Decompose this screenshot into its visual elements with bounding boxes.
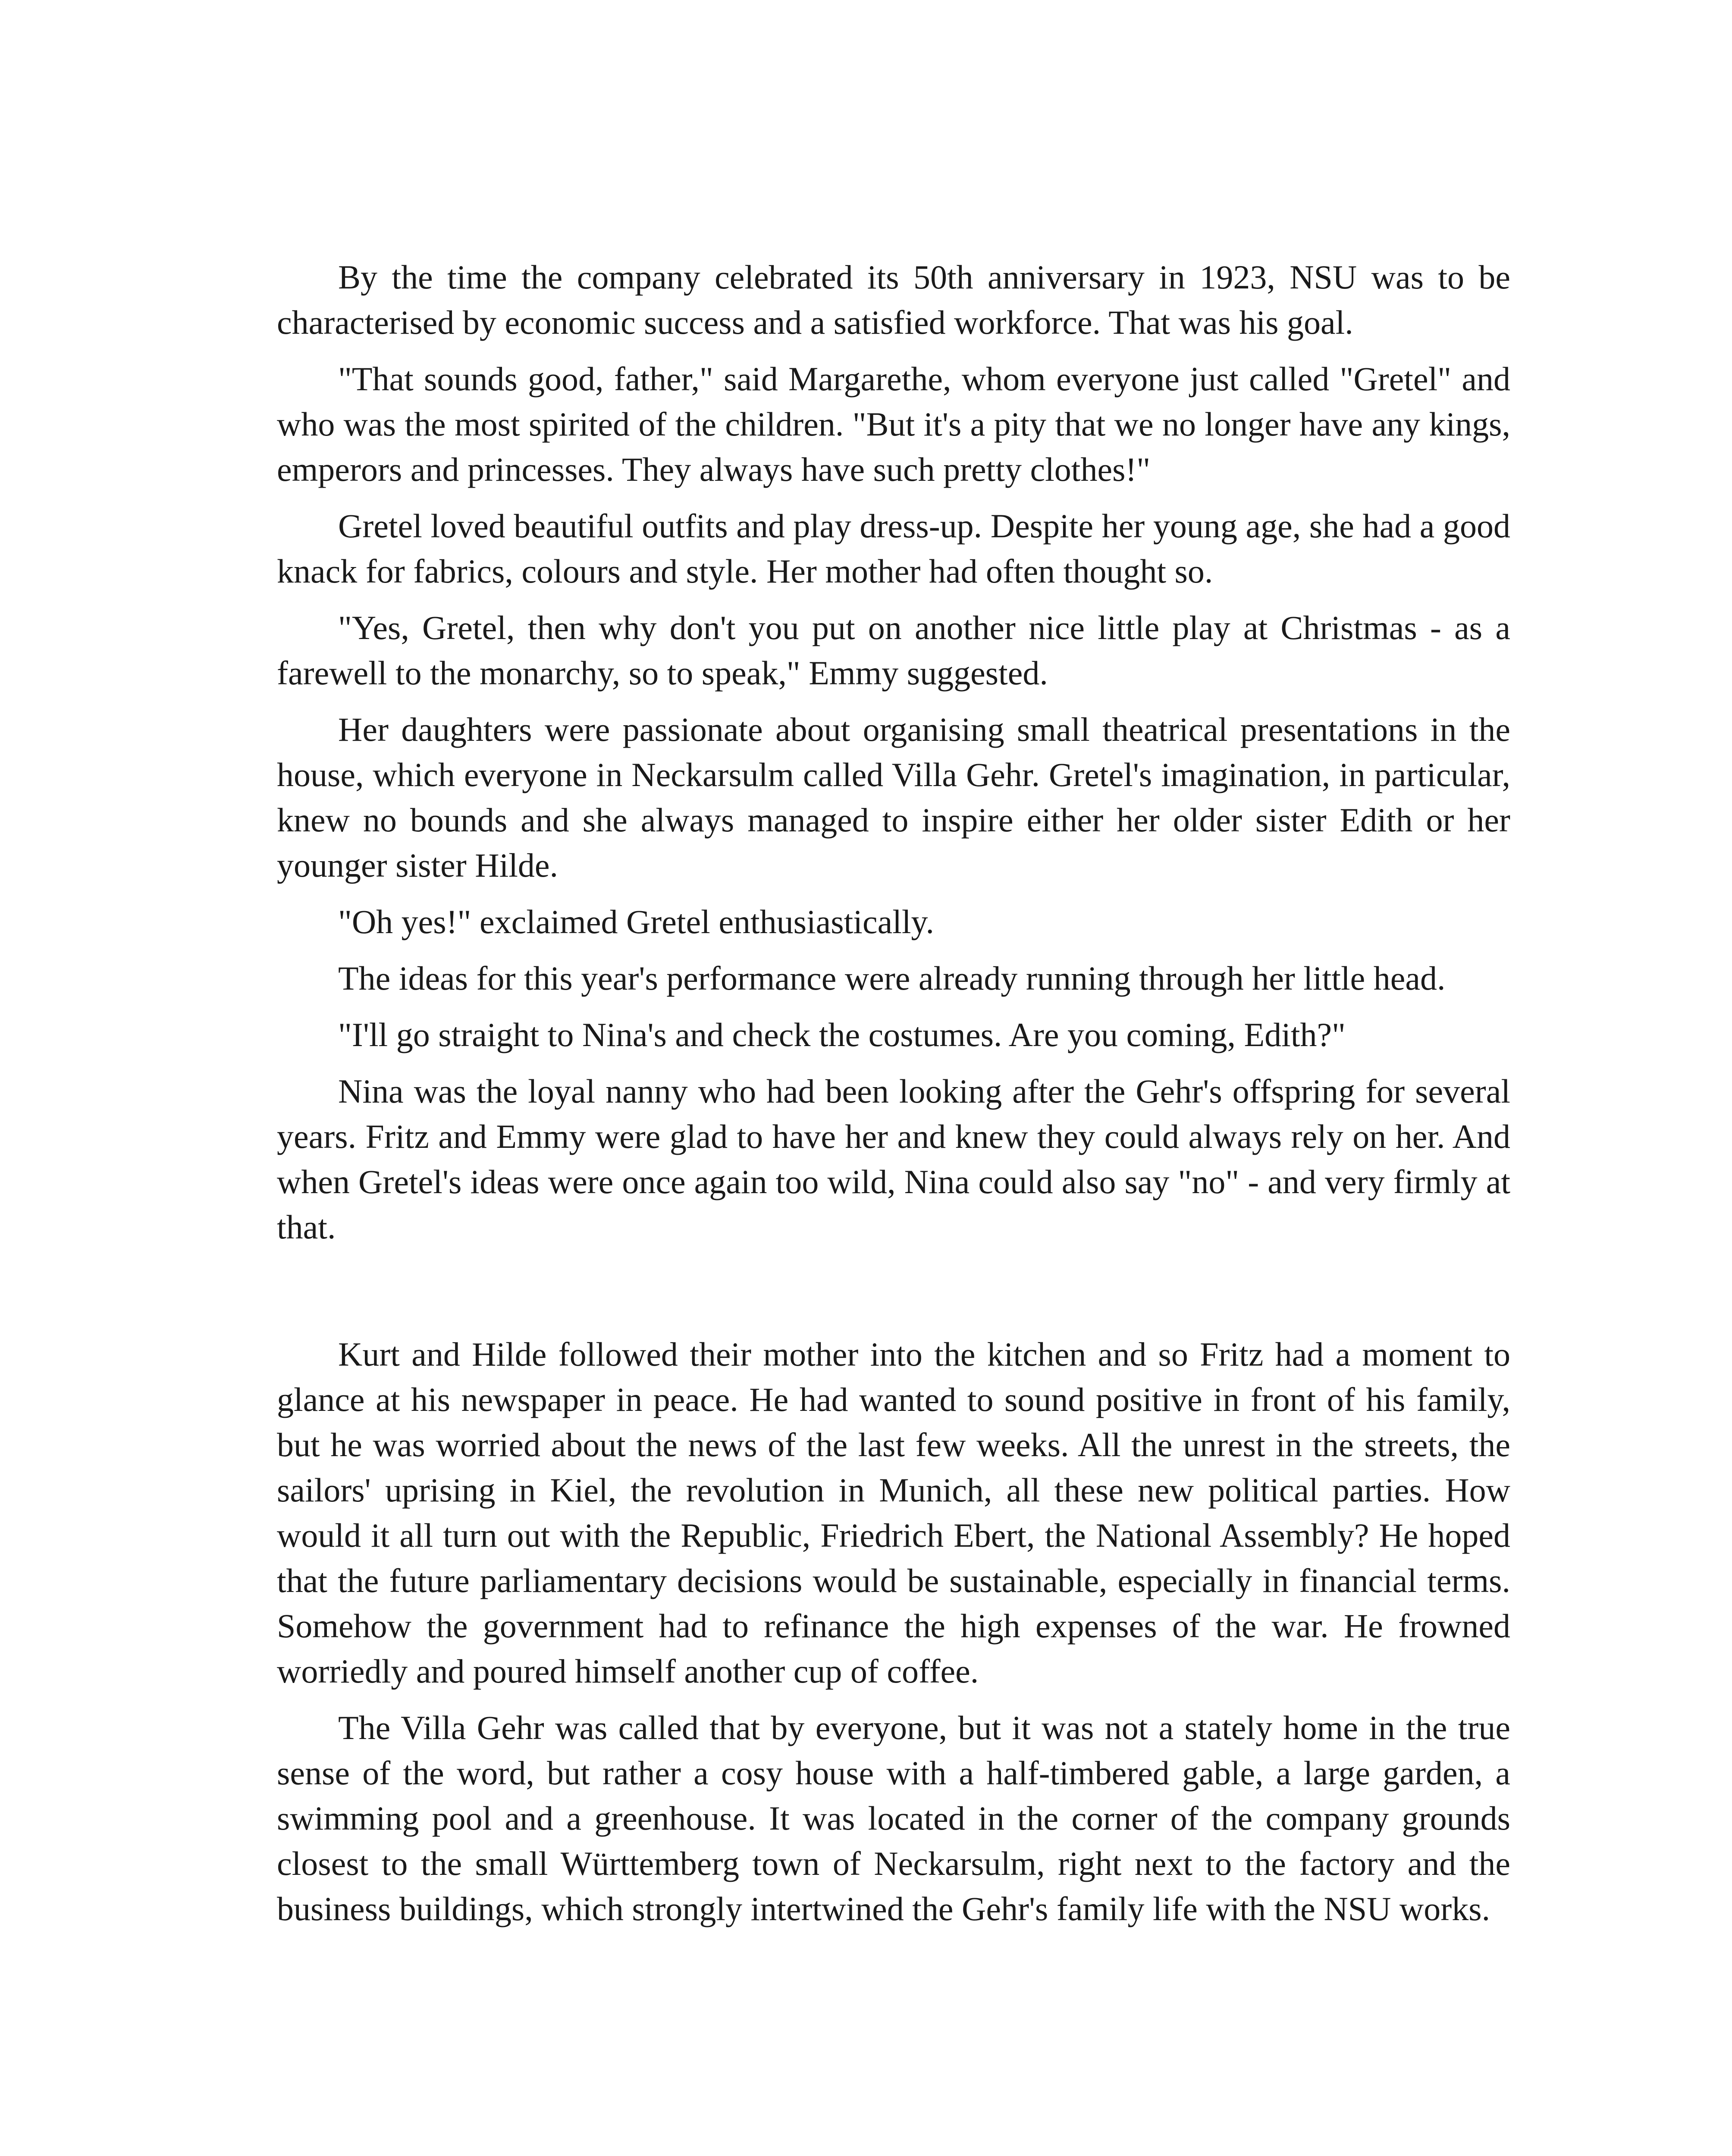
paragraph: The Villa Gehr was called that by everyone, but it was not a stately home in the true sense of the word, but rather a cosy house with a half-timbered gable, a large garden, a swimming pool and a greenhouse. It was located in the corner of the company grounds closest to the small Württemberg town of Neckarsulm, right next to the factory and the business buildings, which strongly intertwined the Gehr's family life with the NSU works.: [277, 1709, 1510, 1927]
paragraph: Nina was the loyal nanny who had been looking after the Gehr's offspring for several years. Fritz and Emmy were glad to have her and knew they could always rely on her. And when Gretel's ideas were once again too wild, Nina could also say "no" - and very firmly at that.: [277, 1072, 1510, 1246]
paragraph: "That sounds good, father," said Margarethe, whom everyone just called "Gretel" and who was the most spirited of the children. "But it's a pity that we no longer have any kings, emperors and princesses. They always have such pretty clothes!": [277, 360, 1510, 488]
paragraph: Gretel loved beautiful outfits and play dress-up. Despite her young age, she had a good knack for fabrics, colours and style. Her mother had often thought so.: [277, 507, 1510, 590]
paragraph: "I'll go straight to Nina's and check the costumes. Are you coming, Edith?": [338, 1016, 1346, 1053]
paragraph: "Oh yes!" exclaimed Gretel enthusiastically.: [338, 903, 934, 940]
paragraph: By the time the company celebrated its 50th anniversary in 1923, NSU was to be characterised by economic success and a satisfied workforce. That was his goal.: [277, 258, 1510, 341]
paragraph: "Yes, Gretel, then why don't you put on another nice little play at Christmas - as a farewell to the monarchy, so to speak," Emmy suggested.: [277, 609, 1510, 692]
paragraph: The ideas for this year's performance were already running through her little head.: [338, 959, 1446, 997]
body-text: [277, 254, 1510, 1943]
paragraph: Her daughters were passionate about organising small theatrical presentations in the house, which everyone in Neckarsulm called Villa Gehr. Gretel's imagination, in particular, knew no bounds and she always managed to inspire either her older sister Edith or her younger sister Hilde.: [277, 711, 1510, 884]
paragraph: Kurt and Hilde followed their mother into the kitchen and so Fritz had a moment to glance at his newspaper in peace. He had wanted to sound positive in front of his family, but he was worried about the news of the last few weeks. All the unrest in the streets, the sailors' uprising in Kiel, the revolution in Munich, all these new political parties. How would it all turn out with the Republic, Friedrich Ebert, the National Assembly? He hoped that the future parliamentary decisions would be sustainable, especially in financial terms. Somehow the government had to refinance the high expenses of the war. He frowned worriedly and poured himself another cup of coffee.: [277, 1335, 1510, 1690]
